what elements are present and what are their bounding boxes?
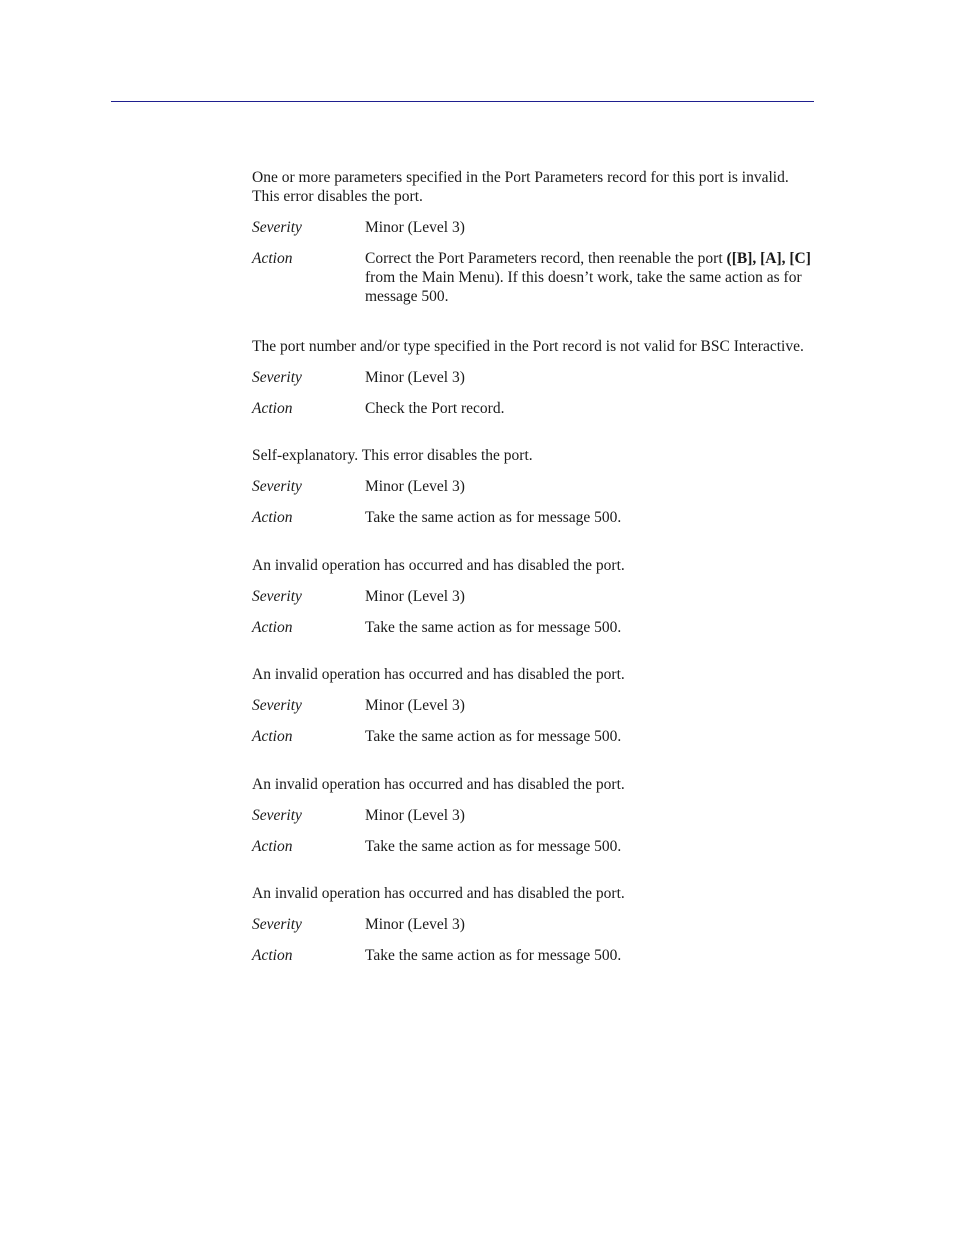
message-description: An invalid operation has occurred and has disabled the port. — [252, 776, 625, 793]
severity-row — [252, 368, 814, 387]
action-value: Take the same action as for message 500. — [365, 509, 622, 526]
action-label: Action — [252, 947, 293, 964]
message-description: An invalid operation has occurred and has disabled the port. — [252, 885, 625, 902]
severity-label: Severity — [252, 697, 302, 714]
severity-value: Minor (Level 3) — [365, 697, 465, 714]
severity-label: Severity — [252, 219, 302, 236]
action-label: Action — [252, 400, 293, 417]
action-value: Take the same action as for message 500. — [365, 619, 622, 636]
severity-label: Severity — [252, 807, 302, 824]
message-entry — [252, 884, 814, 965]
action-label: Action — [252, 838, 293, 855]
action-value: Check the Port record. — [365, 400, 505, 417]
action-value: Take the same action as for message 500. — [365, 838, 622, 855]
severity-label: Severity — [252, 369, 302, 386]
severity-row — [252, 587, 814, 606]
message-description: An invalid operation has occurred and has disabled the port. — [252, 666, 625, 683]
action-row — [252, 946, 814, 965]
action-text-cont: from the Main Menu). If this doesn’t work, take the same action as for message 500. — [365, 269, 802, 305]
message-description: The port number and/or type specified in the Port record is not valid for BSC Interactive. — [252, 338, 804, 355]
action-label: Action — [252, 619, 293, 636]
severity-value: Minor (Level 3) — [365, 369, 465, 386]
severity-value: Minor (Level 3) — [365, 219, 465, 236]
message-entry — [252, 556, 814, 637]
severity-row — [252, 915, 814, 934]
message-entry — [252, 665, 814, 746]
message-entry — [252, 337, 814, 418]
action-row — [252, 727, 814, 746]
severity-row — [252, 806, 814, 825]
message-entry — [252, 446, 814, 527]
action-row — [252, 249, 814, 306]
severity-row — [252, 218, 814, 237]
severity-value: Minor (Level 3) — [365, 588, 465, 605]
severity-value: Minor (Level 3) — [365, 916, 465, 933]
message-description: One or more parameters specified in the Port Parameters record for this port is invalid. This error disables the port. — [252, 169, 789, 205]
action-value — [365, 249, 814, 306]
action-key-sequence: ([B], [A], [C] — [726, 250, 811, 267]
action-row — [252, 399, 814, 418]
action-label: Action — [252, 250, 293, 267]
action-label: Action — [252, 509, 293, 526]
header-rule — [111, 101, 814, 102]
severity-value: Minor (Level 3) — [365, 807, 465, 824]
action-row — [252, 618, 814, 637]
severity-label: Severity — [252, 916, 302, 933]
action-value: Take the same action as for message 500. — [365, 947, 622, 964]
severity-label: Severity — [252, 588, 302, 605]
severity-label: Severity — [252, 478, 302, 495]
message-description: Self-explanatory. This error disables the port. — [252, 447, 533, 464]
message-entry — [252, 775, 814, 856]
action-label: Action — [252, 728, 293, 745]
severity-row — [252, 477, 814, 496]
message-list — [252, 168, 814, 977]
action-row — [252, 508, 814, 527]
action-text: Correct the Port Parameters record, then reenable the port — [365, 250, 727, 267]
severity-row — [252, 696, 814, 715]
message-description: An invalid operation has occurred and has disabled the port. — [252, 557, 625, 574]
action-value: Take the same action as for message 500. — [365, 728, 622, 745]
message-entry — [252, 168, 814, 306]
severity-value: Minor (Level 3) — [365, 478, 465, 495]
action-row — [252, 837, 814, 856]
